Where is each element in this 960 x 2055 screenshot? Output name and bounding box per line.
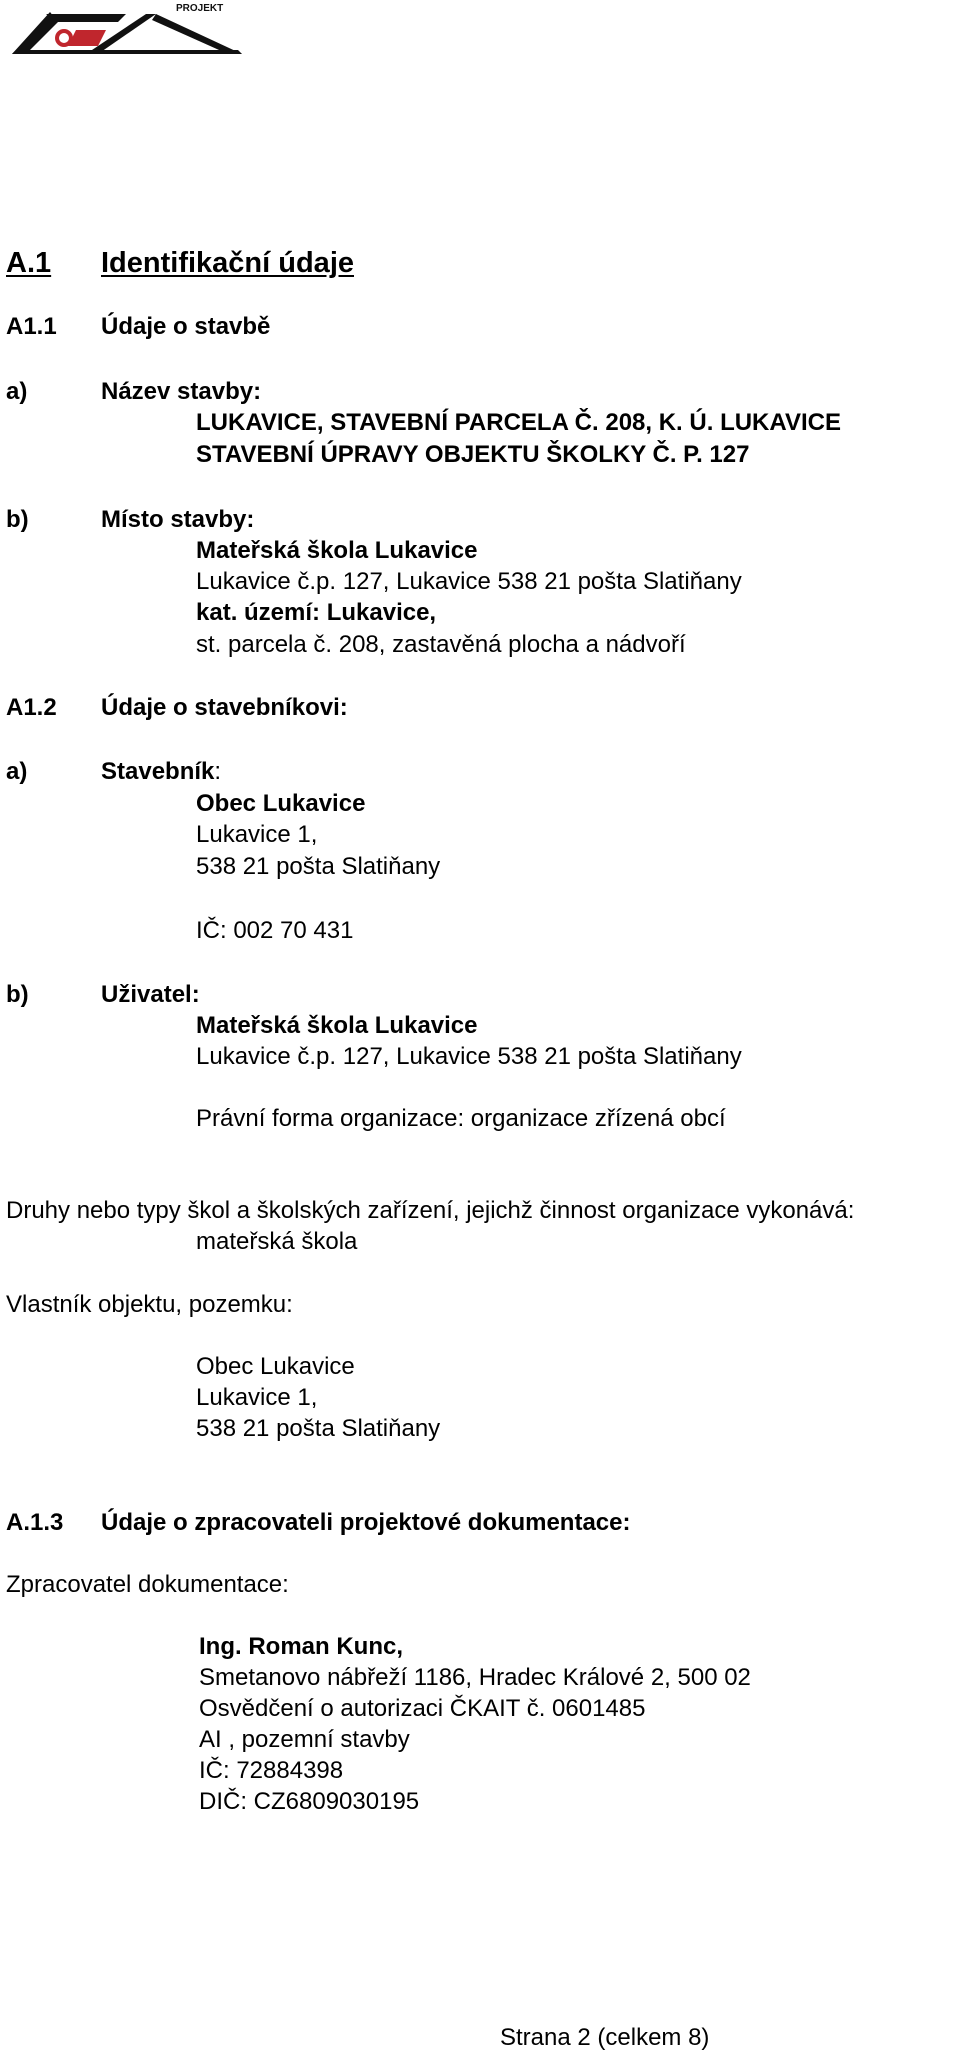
stavba-name-line-1: LUKAVICE, STAVEBNÍ PARCELA Č. 208, K. Ú. LUKAVICE (196, 409, 841, 436)
stavebnik-ico: IČ: 002 70 431 (196, 917, 354, 944)
stavebnik-name: Obec Lukavice (196, 790, 366, 817)
item-a-title: Název stavby: (101, 378, 262, 405)
section-a12-number: A1.2 (6, 694, 57, 721)
stavebnik-title: Stavebník (101, 758, 215, 785)
uzivatel-title: Uživatel: (101, 981, 200, 1008)
zpracovatel-obor: AI , pozemní stavby (199, 1726, 410, 1753)
logo-left-stroke (12, 12, 58, 54)
section-a11-number: A1.1 (6, 313, 57, 340)
zpracovatel-addr: Smetanovo nábřeží 1186, Hradec Králové 2, 500 02 (199, 1664, 751, 1691)
zpracovatel-text: Zpracovatel dokumentace: (6, 1571, 289, 1598)
uzivatel-label: b) (6, 981, 29, 1008)
stavebnik-colon: : (214, 758, 222, 785)
stavebnik-addr-1: Lukavice 1, (196, 821, 318, 848)
section-a1-title: Identifikační údaje (101, 247, 354, 279)
item-b-label: b) (6, 506, 29, 533)
vlastnik-addr-1: Lukavice 1, (196, 1384, 318, 1411)
zpracovatel-dic: DIČ: CZ6809030195 (199, 1788, 420, 1815)
stavebnik-addr-2: 538 21 pošta Slatiňany (196, 853, 441, 880)
misto-line-4: st. parcela č. 208, zastavěná plocha a nádvoří (196, 631, 686, 658)
stavba-name-line-2: STAVEBNÍ ÚPRAVY OBJEKTU ŠKOLKY Č. P. 127 (196, 441, 750, 468)
zpracovatel-ico: IČ: 72884398 (199, 1757, 344, 1784)
logo-red-ring (57, 31, 71, 45)
section-a13-title: Údaje o zpracovateli projektové dokumentace: (101, 1509, 631, 1536)
stavebnik-heading (101, 757, 221, 787)
druhy-skol-text: Druhy nebo typy škol a školských zařízení, jejichž činnost organizace vykonává: (6, 1197, 855, 1224)
logo-base-stroke (12, 50, 242, 54)
zpracovatel-name: Ing. Roman Kunc, (199, 1633, 403, 1660)
item-b-title: Místo stavby: (101, 506, 255, 533)
misto-line-2: Lukavice č.p. 127, Lukavice 538 21 pošta Slatiňany (196, 568, 742, 595)
section-a13-number: A.1.3 (6, 1509, 64, 1536)
logo-text: PROJEKT (176, 3, 224, 14)
item-a-label: a) (6, 378, 28, 405)
page-number: Strana 2 (celkem 8) (500, 2024, 710, 2051)
logo-red-block (68, 30, 106, 46)
uzivatel-addr: Lukavice č.p. 127, Lukavice 538 21 pošta Slatiňany (196, 1043, 742, 1070)
section-a1-number: A.1 (6, 247, 52, 279)
pravni-forma: Právní forma organizace: organizace zřízená obcí (196, 1105, 726, 1132)
misto-line-1: Mateřská škola Lukavice (196, 537, 478, 564)
section-a11-title: Údaje o stavbě (101, 313, 271, 340)
vlastnik-text: Vlastník objektu, pozemku: (6, 1291, 293, 1318)
section-a12-title: Údaje o stavebníkovi: (101, 694, 348, 721)
stavebnik-label: a) (6, 758, 28, 785)
vlastnik-addr-2: 538 21 pošta Slatiňany (196, 1415, 441, 1442)
misto-line-3: kat. území: Lukavice, (196, 599, 437, 626)
vlastnik-name: Obec Lukavice (196, 1353, 355, 1380)
company-logo (6, 0, 246, 62)
logo-right-stroke (152, 14, 242, 54)
logo-top-stroke (46, 14, 126, 22)
druhy-skol-value: mateřská škola (196, 1228, 358, 1255)
zpracovatel-osvedceni: Osvědčení o autorizaci ČKAIT č. 0601485 (199, 1695, 646, 1722)
uzivatel-name: Mateřská škola Lukavice (196, 1012, 478, 1039)
